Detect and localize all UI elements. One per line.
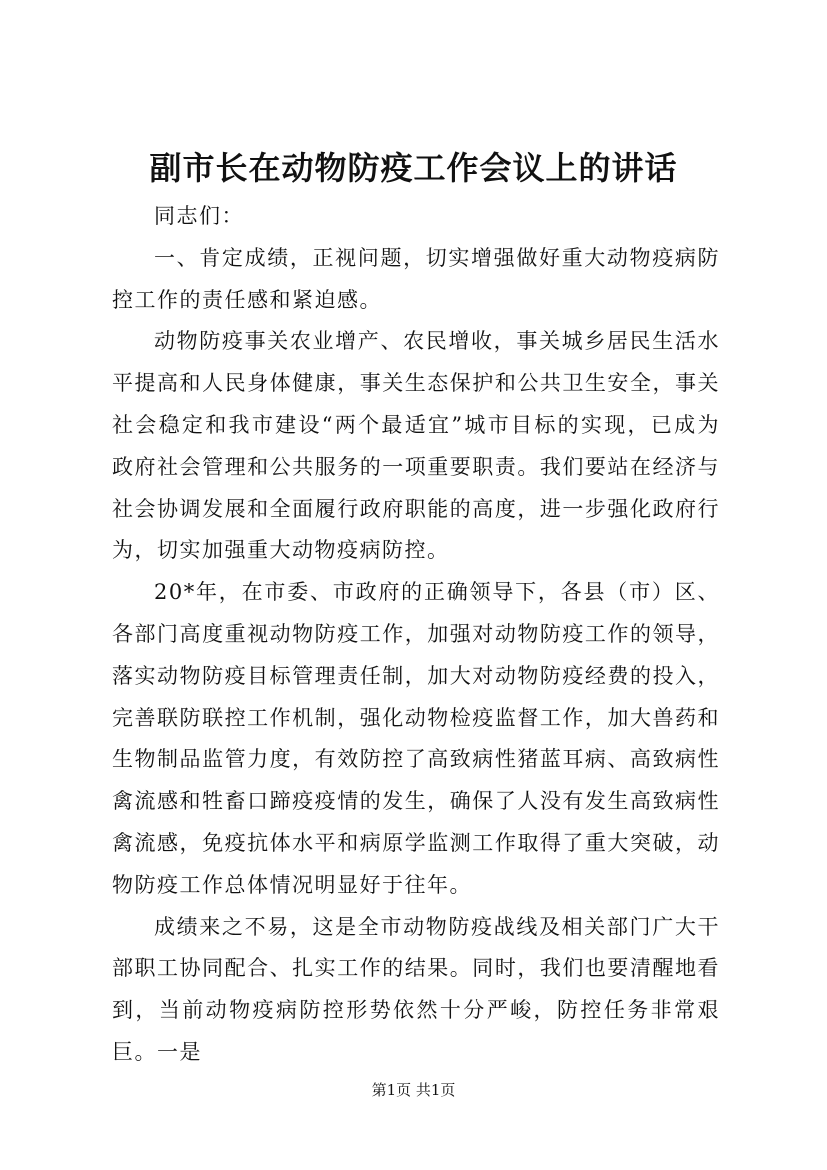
salutation-paragraph: 同志们：	[154, 204, 244, 228]
body-paragraph: 成绩来之不易，这是全市动物防疫战线及相关部门广大干部职工协同配合、扎实工作的结果。同时，我们也要清醒地看到，当前动物疫病防控形势依然十分严峻，防控任务非常艰巨。一是	[112, 914, 720, 1064]
body-paragraph: 动物防疫事关农业增产、农民增收，事关城乡居民生活水平提高和人民身体健康，事关生态保护和公共卫生安全，事关社会稳定和我市建设“两个最适宜”城市目标的实现，已成为政府社会管理和公共服务的一项重要职责。我们要站在经济与社会协调发展和全面履行政府职能的高度，进一步强化政府行为，切实加强重大动物疫病防控。	[112, 329, 720, 563]
section-heading-paragraph: 一、肯定成绩，正视问题，切实增强做好重大动物疫病防控工作的责任感和紧迫感。	[112, 245, 720, 312]
document-title: 副市长在动物防疫工作会议上的讲话	[149, 149, 678, 187]
body-paragraph: 20*年，在市委、市政府的正确领导下，各县（市）区、各部门高度重视动物防疫工作，加强对动物防疫工作的领导，落实动物防疫目标管理责任制，加大对动物防疫经费的投入，完善联防联控工作机制，强化动物检疫监督工作，加大兽药和生物制品监管力度，有效防控了高致病性猪蓝耳病、高致病性禽流感和牲畜口蹄疫疫情的发生，确保了人没有发生高致病性禽流感，免疫抗体水平和病原学监测工作取得了重大突破，动物防疫工作总体情况明显好于往年。	[112, 580, 720, 897]
document-body	[112, 196, 720, 1074]
page-footer: 第1页 共1页	[371, 1081, 456, 1099]
